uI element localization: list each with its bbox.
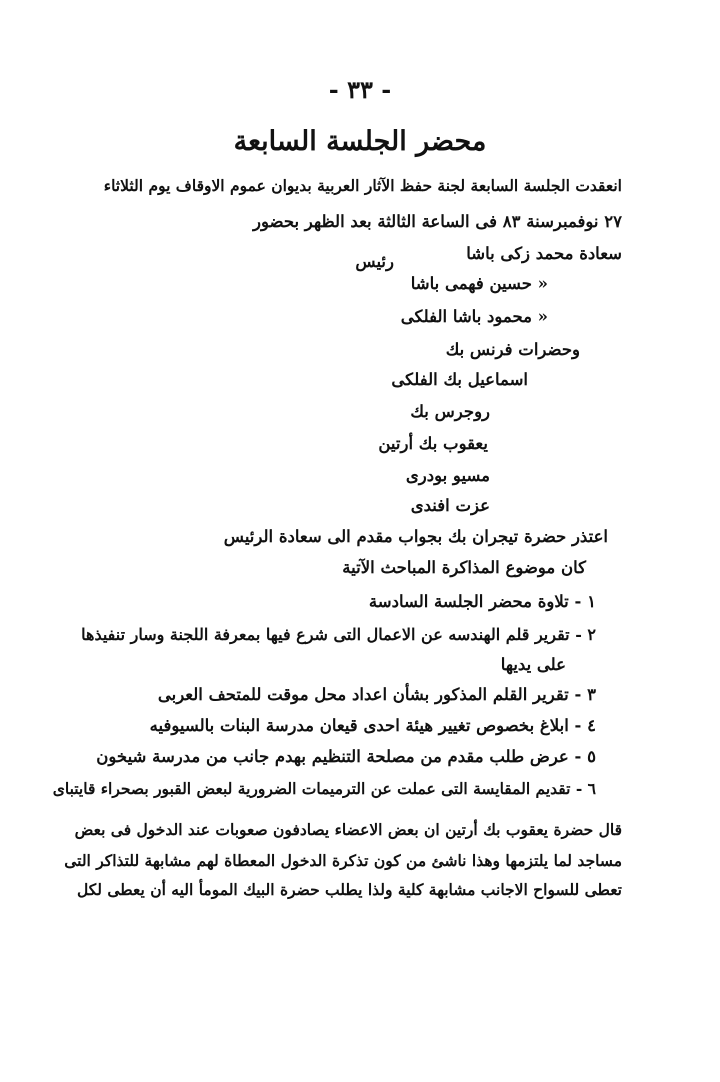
- member-pasha-2: « محمود باشا الفلكى: [400, 307, 548, 326]
- closing-line-3: تعطى للسواح الاجانب مشابهة كلية ولذا يطلب حضرة البيك المومأ اليه أن يعطى لكل: [76, 880, 622, 899]
- member-bey-1: اسماعيل بك الفلكى: [391, 370, 528, 389]
- member-bey-3: يعقوب بك أرتين: [378, 434, 488, 453]
- apology-line: اعتذر حضرة تيجران بك بجواب مقدم الى سعادة الرئيس: [223, 527, 608, 546]
- agenda-item-5: ٥ - عرض طلب مقدم من مصلحة التنظيم بهدم جانب من مدرسة شيخون: [96, 747, 596, 766]
- agenda-item-2: ٢ - تقرير قلم الهندسه عن الاعمال التى شرع فيها بمعرفة اللجنة وسار تنفيذها: [81, 625, 596, 644]
- member-bey-5: عزت افندى: [410, 496, 490, 515]
- opening-line-1: انعقدت الجلسة السابعة لجنة حفظ الآثار العربية بديوان عموم الاوقاف يوم الثلاثاء: [103, 176, 622, 195]
- president-role: رئيس: [355, 252, 394, 271]
- agenda-item-1: ١ - تلاوة محضر الجلسة السادسة: [368, 592, 596, 611]
- agenda-item-3: ٣ - تقرير القلم المذكور بشأن اعداد محل موقت للمتحف العربى: [157, 685, 596, 704]
- members-bey-heading: وحضرات فرنس بك: [445, 340, 580, 359]
- closing-line-2: مساجد لما يلتزمها وهذا ناشئ من كون تذكرة الدخول المعطاة لهم مشابهة للتذاكر التى: [64, 851, 622, 870]
- agenda-item-6: ٦ - تقديم المقايسة التى عملت عن الترميمات الضرورية لبعض القبور بصحراء قايتباى: [52, 779, 596, 798]
- page-number: - ٣٣ -: [328, 75, 392, 104]
- member-bey-2: روجرس بك: [410, 402, 490, 421]
- member-bey-4: مسيو بودرى: [405, 466, 490, 485]
- president-name: سعادة محمد زكى باشا: [466, 244, 622, 263]
- agenda-item-2-continued: على يديها: [500, 655, 566, 674]
- closing-line-1: قال حضرة يعقوب بك أرتين ان بعض الاعضاء يصادفون صعوبات عند الدخول فى بعض: [74, 820, 622, 839]
- opening-line-2: ٢٧ نوفمبرسنة ٨٣ فى الساعة الثالثة بعد الظهر بحضور: [253, 212, 622, 231]
- page-title: محضر الجلسة السابعة: [233, 126, 487, 157]
- agenda-item-4: ٤ - ابلاغ بخصوص تغيير هيئة احدى قيعان مدرسة البنات بالسيوفيه: [149, 716, 596, 735]
- agenda-heading: كان موضوع المذاكرة المباحث الآتية: [342, 558, 586, 577]
- member-pasha-1: « حسين فهمى باشا: [410, 274, 548, 293]
